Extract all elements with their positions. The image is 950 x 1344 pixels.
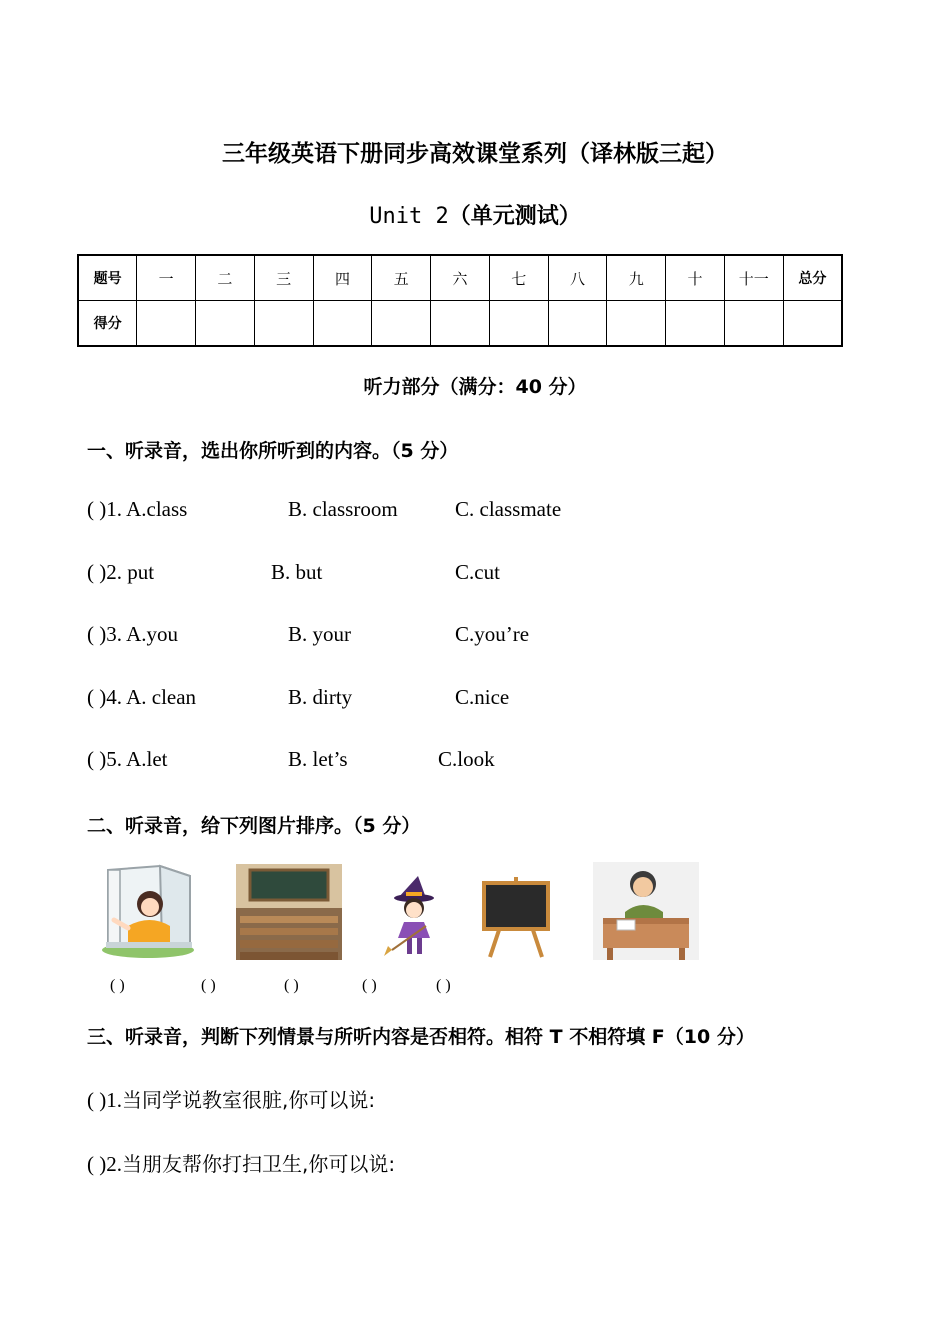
question-stem: ( )4. A. clean: [87, 685, 197, 709]
order-blank-2[interactable]: ( ): [201, 977, 216, 994]
listening-section-title: 听力部分（满分：40 分）: [363, 376, 587, 398]
score-cell: 八: [548, 255, 607, 301]
score-cell: 七: [489, 255, 548, 301]
option-c: C.cut: [455, 560, 500, 584]
option-c: C.nice: [455, 685, 510, 709]
question-stem: ( )1. A.class: [87, 497, 188, 521]
score-cell: 十: [666, 255, 725, 301]
question-number: ( )2.: [87, 1152, 122, 1176]
score-blank-cell[interactable]: [666, 301, 725, 347]
order-blank-1[interactable]: ( ): [110, 977, 125, 994]
unit-label: Unit 2: [369, 204, 449, 229]
part1-item-2: [87, 560, 154, 585]
score-cell: 十一: [724, 255, 783, 301]
score-blank-cell[interactable]: [254, 301, 313, 347]
option-c: C. classmate: [455, 497, 562, 521]
question-text: 当朋友帮你打扫卫生,你可以说:: [122, 1152, 396, 1176]
score-blank-cell[interactable]: [724, 301, 783, 347]
order-blank-3[interactable]: ( ): [284, 977, 299, 994]
part2-heading: 二、听录音，给下列图片排序。（5 分）: [87, 815, 421, 837]
option-b: B. but: [271, 560, 323, 584]
part1-item-5: [87, 747, 167, 772]
part1-item-4: [87, 685, 196, 710]
classroom-picture: [236, 864, 342, 960]
option-c: C.look: [438, 747, 495, 771]
score-cell: 九: [607, 255, 666, 301]
question-stem: ( )2. put: [87, 560, 155, 584]
document-subtitle: [0, 199, 950, 230]
part3-heading: 三、听录音，判断下列情景与所听内容是否相符。相符 T 不相符填 F（10 分）: [87, 1026, 755, 1048]
score-row-label: 得分: [78, 301, 137, 347]
question-text: 当同学说教室很脏,你可以说:: [122, 1088, 376, 1112]
document-title: 三年级英语下册同步高效课堂系列（译林版三起）: [222, 141, 728, 167]
option-b: B. dirty: [288, 685, 353, 709]
option-b: B. classroom: [288, 497, 398, 521]
part1-item-3: [87, 622, 178, 647]
window-girl-picture: [98, 862, 198, 960]
option-c: C.you’re: [455, 622, 530, 646]
score-table-score-row: [78, 301, 842, 347]
score-cell: 一: [137, 255, 196, 301]
order-blank-5[interactable]: ( ): [436, 977, 451, 994]
score-cell: 三: [254, 255, 313, 301]
score-table: [77, 254, 843, 347]
score-blank-cell[interactable]: [137, 301, 196, 347]
score-blank-cell[interactable]: [548, 301, 607, 347]
score-blank-cell[interactable]: [783, 301, 842, 347]
option-b: B. your: [288, 622, 351, 646]
score-cell: 二: [196, 255, 255, 301]
score-cell: 六: [431, 255, 490, 301]
part3-item-2: [87, 1148, 395, 1177]
part1-item-1: [87, 497, 187, 522]
witch-girl-picture: [382, 876, 448, 962]
score-blank-cell[interactable]: [607, 301, 666, 347]
question-number: ( )1.: [87, 1088, 122, 1112]
score-cell: 五: [372, 255, 431, 301]
option-b: B. let’s: [288, 747, 348, 771]
score-cell: 四: [313, 255, 372, 301]
score-blank-cell[interactable]: [372, 301, 431, 347]
boy-cleaning-desk-picture: [593, 862, 699, 960]
unit-test-label: （单元测试）: [448, 204, 581, 229]
score-blank-cell[interactable]: [431, 301, 490, 347]
question-stem: ( )3. A.you: [87, 622, 178, 646]
score-blank-cell[interactable]: [489, 301, 548, 347]
score-table-header-row: [78, 255, 842, 301]
score-blank-cell[interactable]: [313, 301, 372, 347]
order-blank-4[interactable]: ( ): [362, 977, 377, 994]
question-stem: ( )5. A.let: [87, 747, 168, 771]
blackboard-picture: [482, 877, 550, 959]
score-blank-cell[interactable]: [196, 301, 255, 347]
score-cell-total: 总分: [783, 255, 842, 301]
part3-item-1: [87, 1084, 375, 1113]
part1-heading: 一、听录音，选出你所听到的内容。（5 分）: [87, 440, 459, 462]
score-cell-label: 题号: [78, 255, 137, 301]
